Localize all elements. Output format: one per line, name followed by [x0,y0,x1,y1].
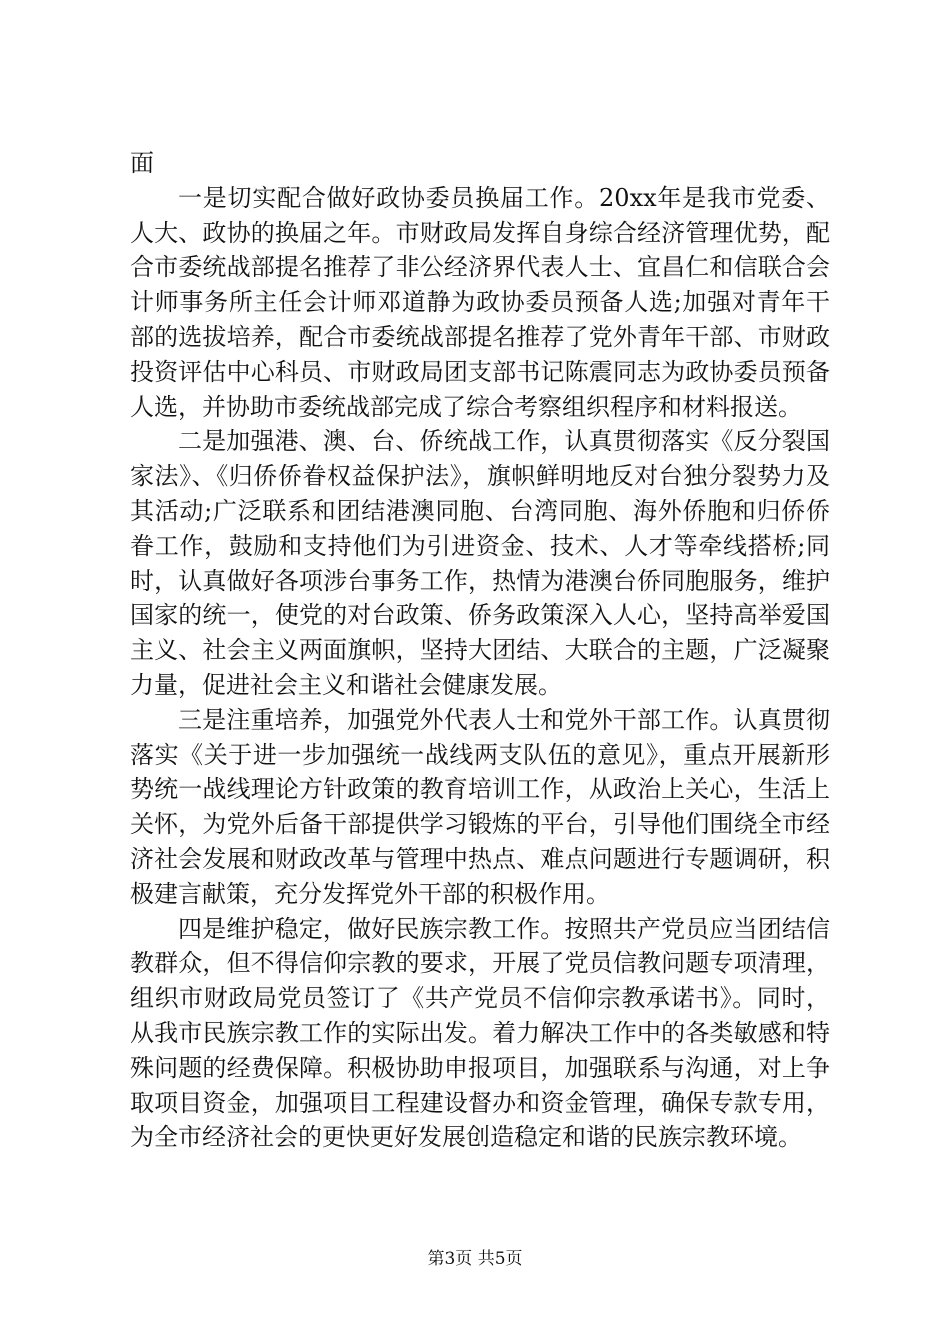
page-footer: 第3页 共5页 [427,1249,523,1269]
paragraph-4: 四是维护稳定，做好民族宗教工作。按照共产党员应当团结信教群众，但不得信仰宗教的要求，开展了党员信教问题专项清理，组织市财政局党员签订了《共产党员不信仰宗教承诺书》。同时，从我市民族宗教工作的实际出发。着力解决工作中的各类敏感和特殊问题的经费保障。积极协助申报项目，加强联系与沟通，对上争取项目资金，加强项目工程建设督办和资金管理，确保专款专用，为全市经济社会的更快更好发展创造稳定和谐的民族宗教环境。 [130,914,830,1152]
paragraph-2: 二是加强港、澳、台、侨统战工作，认真贯彻落实《反分裂国家法》、《归侨侨眷权益保护法》，旗帜鲜明地反对台独分裂势力及其活动;广泛联系和团结港澳同胞、台湾同胞、海外侨胞和归侨侨眷工作，鼓励和支持他们为引进资金、技术、人才等牵线搭桥;同时，认真做好各项涉台事务工作，热情为港澳台侨同胞服务，维护国家的统一，使党的对台政策、侨务政策深入人心，坚持高举爱国主义、社会主义两面旗帜，坚持大团结、大联合的主题，广泛凝聚力量，促进社会主义和谐社会健康发展。 [130,427,830,699]
paragraph-1: 一是切实配合做好政协委员换届工作。20xx年是我市党委、人大、政协的换届之年。市财政局发挥自身综合经济管理优势，配合市委统战部提名推荐了非公经济界代表人士、宜昌仁和信联合会计师事务所主任会计师邓道静为政协委员预备人选;加强对青年干部的选拔培养，配合市委统战部提名推荐了党外青年干部、市财政投资评估中心科员、市财政局团支部书记陈震同志为政协委员预备人选，并协助市委统战部完成了综合考察组织程序和材料报送。 [130,183,830,421]
paragraph-continuation: 面 [130,149,154,177]
paragraph-3: 三是注重培养，加强党外代表人士和党外干部工作。认真贯彻落实《关于进一步加强统一战线两支队伍的意见》，重点开展新形势统一战线理论方针政策的教育培训工作，从政治上关心，生活上关怀，为党外后备干部提供学习锻炼的平台，引导他们围绕全市经济社会发展和财政改革与管理中热点、难点问题进行专题调研，积极建言献策，充分发挥党外干部的积极作用。 [130,705,830,908]
document-body [130,146,830,1155]
